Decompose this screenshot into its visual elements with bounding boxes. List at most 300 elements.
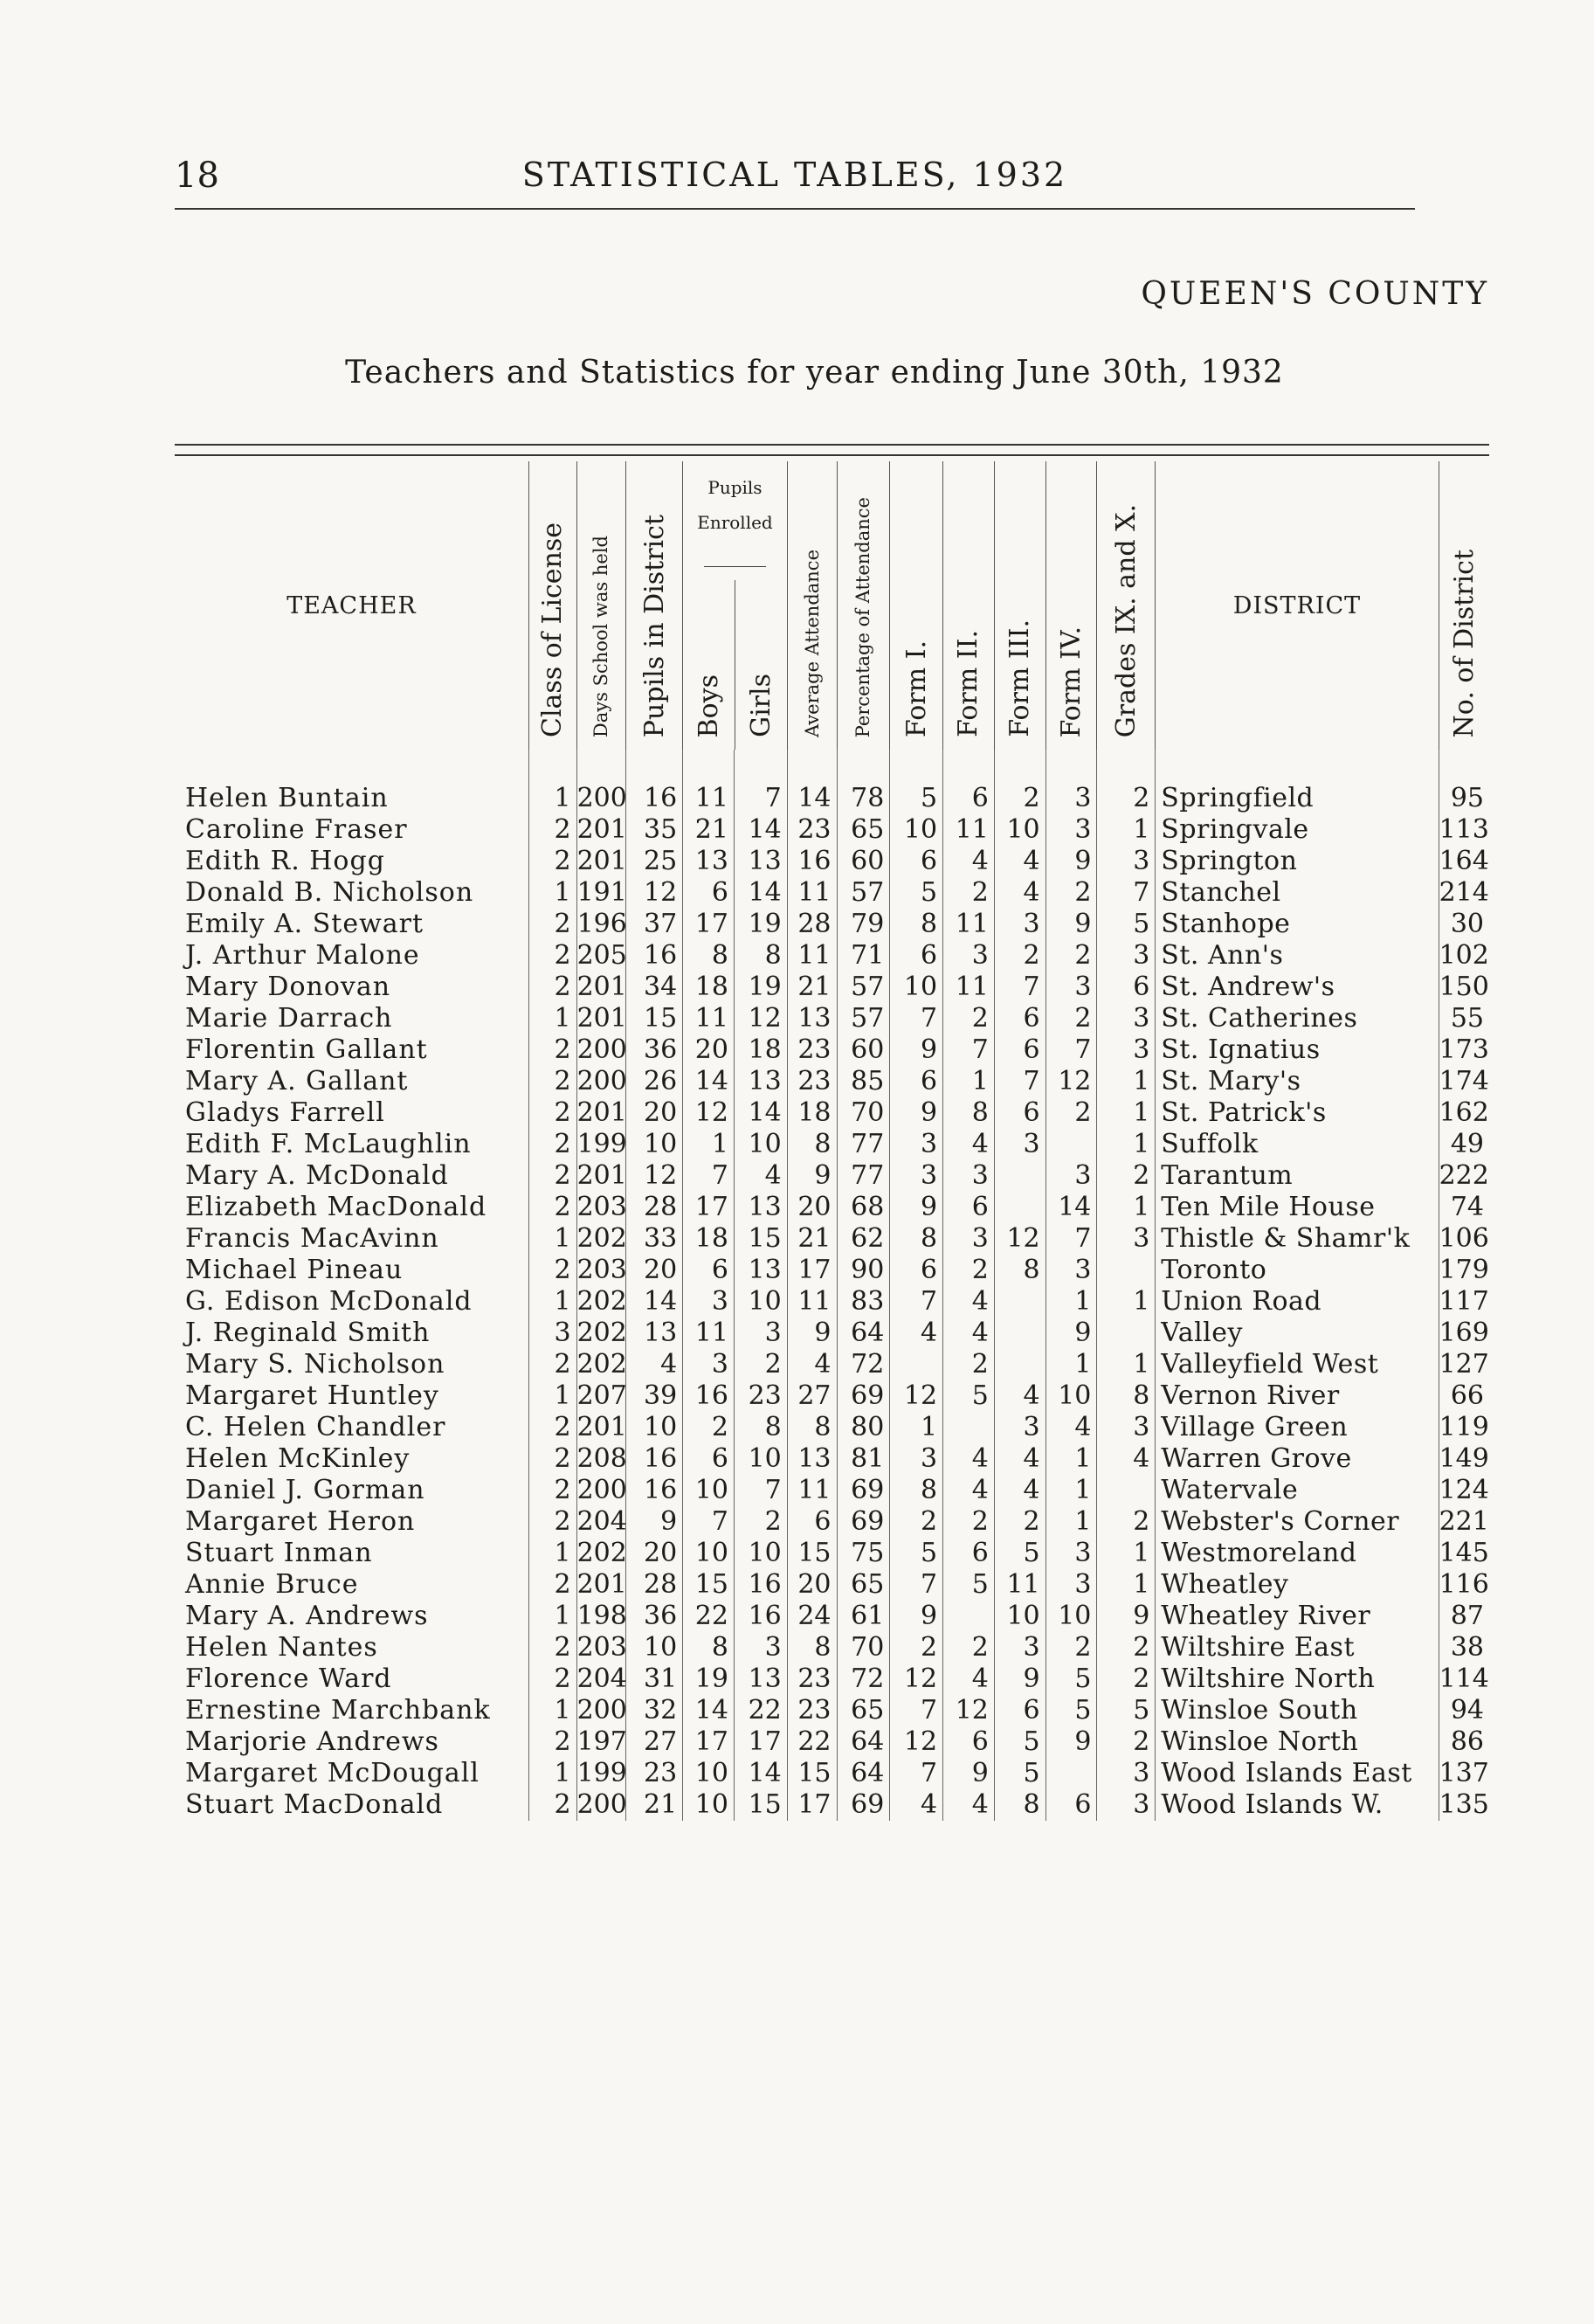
cell-avg: 20 <box>787 1569 837 1601</box>
cell-girls: 14 <box>734 1758 787 1789</box>
cell-class: 2 <box>528 972 576 1003</box>
cell-f4 <box>1045 1129 1097 1160</box>
cell-teacher: Stuart MacDonald <box>185 1789 444 1820</box>
cell-days: 200 <box>576 783 627 813</box>
cell-f4 <box>1045 1758 1097 1789</box>
cell-teacher: Ernestine Marchbank <box>185 1695 491 1726</box>
cell-district: St. Mary's <box>1156 1066 1439 1097</box>
cell-f1: 7 <box>890 1003 943 1034</box>
table-row <box>175 1695 1489 1726</box>
table-row <box>175 1223 1489 1255</box>
cell-district: Vernon River <box>1156 1380 1439 1412</box>
cell-district: Toronto <box>1156 1255 1439 1286</box>
cell-f4: 1 <box>1045 1443 1097 1475</box>
cell-f2 <box>943 1412 995 1443</box>
cell-no: 137 <box>1439 1758 1489 1788</box>
cell-f3: 7 <box>994 1066 1045 1097</box>
cell-girls: 14 <box>734 877 787 909</box>
cell-boys: 17 <box>683 909 735 940</box>
cell-avg: 13 <box>787 1443 837 1475</box>
cell-avg: 14 <box>787 783 837 814</box>
header-average-attendance: Average Attendance <box>787 461 837 750</box>
cell-district: St. Catherines <box>1156 1003 1439 1034</box>
cell-g910 <box>1097 1255 1156 1286</box>
cell-district: Thistle & Shamr'k <box>1156 1223 1439 1255</box>
cell-avg: 17 <box>787 1255 837 1286</box>
cell-teacher: Caroline Fraser <box>185 814 408 845</box>
cell-f1: 12 <box>890 1726 943 1758</box>
cell-boys: 2 <box>683 1412 735 1443</box>
cell-f3: 10 <box>994 1601 1045 1632</box>
cell-avg: 8 <box>787 1632 837 1663</box>
cell-teacher: Stuart Inman <box>185 1538 373 1568</box>
cell-pct: 69 <box>837 1506 890 1538</box>
cell-no: 145 <box>1439 1538 1489 1568</box>
cell-g910: 4 <box>1097 1443 1156 1475</box>
cell-days: 201 <box>576 814 627 845</box>
cell-avg: 11 <box>787 877 837 909</box>
cell-days: 203 <box>576 1255 627 1285</box>
cell-girls: 8 <box>734 1412 787 1443</box>
cell-teacher: Margaret McDougall <box>185 1758 480 1788</box>
cell-teacher: Edith F. McLaughlin <box>185 1129 472 1159</box>
cell-boys: 17 <box>683 1726 735 1758</box>
table-row <box>175 1034 1489 1066</box>
cell-girls: 13 <box>734 1663 787 1695</box>
cell-district: Valleyfield West <box>1156 1349 1439 1380</box>
cell-avg: 23 <box>787 1663 837 1695</box>
cell-g910: 3 <box>1097 1412 1156 1443</box>
cell-no: 222 <box>1439 1160 1489 1191</box>
cell-no: 179 <box>1439 1255 1489 1285</box>
cell-no: 135 <box>1439 1789 1489 1820</box>
cell-no: 214 <box>1439 877 1489 908</box>
cell-girls: 23 <box>734 1380 787 1412</box>
cell-days: 203 <box>576 1632 627 1663</box>
cell-boys: 16 <box>683 1380 735 1412</box>
cell-g910: 1 <box>1097 1129 1156 1160</box>
cell-class: 2 <box>528 1663 576 1695</box>
cell-girls: 19 <box>734 909 787 940</box>
cell-girls: 18 <box>734 1034 787 1066</box>
cell-pct: 81 <box>837 1443 890 1475</box>
cell-f2: 11 <box>943 909 995 940</box>
page-header <box>175 156 1415 210</box>
cell-class: 2 <box>528 909 576 940</box>
cell-district: St. Ignatius <box>1156 1034 1439 1066</box>
cell-teacher: Margaret Heron <box>185 1506 416 1537</box>
cell-class: 2 <box>528 1097 576 1129</box>
cell-f1: 9 <box>890 1034 943 1066</box>
cell-f2: 4 <box>943 1129 995 1160</box>
cell-class: 2 <box>528 1129 576 1160</box>
cell-f1: 9 <box>890 1192 943 1223</box>
cell-f4: 9 <box>1045 846 1097 877</box>
cell-district: Wiltshire North <box>1156 1663 1439 1695</box>
table-row <box>175 972 1489 1003</box>
header-pupils-enrolled <box>683 461 788 750</box>
header-grades-9-10: Grades IX. and X. <box>1097 461 1156 750</box>
cell-pct: 57 <box>837 1003 890 1034</box>
cell-pupils: 10 <box>626 1632 683 1663</box>
cell-girls: 12 <box>734 1003 787 1034</box>
cell-girls: 3 <box>734 1632 787 1663</box>
cell-days: 202 <box>576 1223 627 1254</box>
cell-days: 207 <box>576 1380 627 1411</box>
cell-avg: 15 <box>787 1538 837 1569</box>
cell-f4: 10 <box>1045 1380 1097 1412</box>
cell-f3: 4 <box>994 877 1045 909</box>
cell-f1: 7 <box>890 1695 943 1726</box>
header-form1: Form I. <box>890 461 943 750</box>
cell-pupils: 26 <box>626 1066 683 1097</box>
cell-district: Stanchel <box>1156 877 1439 909</box>
cell-avg: 16 <box>787 846 837 877</box>
cell-no: 66 <box>1439 1380 1489 1412</box>
cell-f1: 9 <box>890 1601 943 1632</box>
table-row <box>175 1066 1489 1097</box>
cell-pct: 64 <box>837 1726 890 1758</box>
cell-boys: 14 <box>683 1695 735 1726</box>
cell-f1: 2 <box>890 1632 943 1663</box>
cell-f3: 10 <box>994 814 1045 846</box>
cell-f2: 6 <box>943 1192 995 1223</box>
cell-g910: 5 <box>1097 1695 1156 1726</box>
table-row <box>175 1286 1489 1318</box>
cell-f3: 6 <box>994 1034 1045 1066</box>
cell-district: Wood Islands East <box>1156 1758 1439 1789</box>
cell-teacher: Marjorie Andrews <box>185 1726 439 1757</box>
cell-days: 202 <box>576 1349 627 1380</box>
cell-days: 200 <box>576 1475 627 1505</box>
cell-district: Winsloe North <box>1156 1726 1439 1758</box>
cell-class: 1 <box>528 877 576 909</box>
cell-g910: 2 <box>1097 1506 1156 1538</box>
cell-avg: 23 <box>787 1034 837 1066</box>
cell-f1: 8 <box>890 1223 943 1255</box>
cell-teacher: Mary S. Nicholson <box>185 1349 445 1380</box>
table-row <box>175 1192 1489 1223</box>
cell-pupils: 33 <box>626 1223 683 1255</box>
cell-girls: 8 <box>734 940 787 972</box>
cell-f3: 3 <box>994 1632 1045 1663</box>
cell-no: 55 <box>1439 1003 1489 1034</box>
cell-days: 201 <box>576 1003 627 1034</box>
cell-f4: 3 <box>1045 972 1097 1003</box>
cell-boys: 13 <box>683 846 735 877</box>
cell-pupils: 12 <box>626 1160 683 1192</box>
cell-teacher: J. Reginald Smith <box>185 1318 431 1348</box>
county-heading: QUEEN'S COUNTY <box>1141 276 1489 312</box>
cell-district: Wood Islands W. <box>1156 1789 1439 1821</box>
cell-f2 <box>943 1601 995 1632</box>
cell-girls: 13 <box>734 1066 787 1097</box>
cell-f3: 7 <box>994 972 1045 1003</box>
cell-girls: 13 <box>734 1192 787 1223</box>
cell-f2: 4 <box>943 846 995 877</box>
table-row <box>175 1349 1489 1380</box>
cell-days: 197 <box>576 1726 627 1757</box>
cell-avg: 9 <box>787 1160 837 1192</box>
cell-teacher: Francis MacAvinn <box>185 1223 439 1254</box>
cell-f2: 12 <box>943 1695 995 1726</box>
cell-no: 114 <box>1439 1663 1489 1694</box>
cell-teacher: Daniel J. Gorman <box>185 1475 425 1505</box>
cell-f2: 3 <box>943 940 995 972</box>
cell-avg: 23 <box>787 1695 837 1726</box>
cell-f4: 9 <box>1045 1726 1097 1758</box>
cell-f3: 11 <box>994 1569 1045 1601</box>
cell-pupils: 31 <box>626 1663 683 1695</box>
table-row <box>175 1129 1489 1160</box>
cell-f4: 5 <box>1045 1695 1097 1726</box>
cell-boys: 19 <box>683 1663 735 1695</box>
cell-class: 3 <box>528 1318 576 1349</box>
cell-pct: 85 <box>837 1066 890 1097</box>
cell-pct: 60 <box>837 846 890 877</box>
cell-pupils: 10 <box>626 1412 683 1443</box>
cell-pct: 71 <box>837 940 890 972</box>
cell-district: Wheatley River <box>1156 1601 1439 1632</box>
cell-pupils: 20 <box>626 1255 683 1286</box>
cell-f4: 2 <box>1045 940 1097 972</box>
cell-boys: 22 <box>683 1601 735 1632</box>
spacer-row <box>175 750 1489 783</box>
cell-girls: 10 <box>734 1443 787 1475</box>
cell-boys: 14 <box>683 1066 735 1097</box>
cell-g910: 3 <box>1097 1758 1156 1789</box>
cell-g910: 1 <box>1097 1349 1156 1380</box>
cell-class: 2 <box>528 1192 576 1223</box>
cell-pct: 70 <box>837 1632 890 1663</box>
cell-class: 2 <box>528 1632 576 1663</box>
cell-district: Union Road <box>1156 1286 1439 1318</box>
cell-avg: 23 <box>787 814 837 846</box>
table-row <box>175 1380 1489 1412</box>
cell-f1: 8 <box>890 1475 943 1506</box>
cell-f1: 6 <box>890 846 943 877</box>
table-subtitle: Teachers and Statistics for year ending June 30th, 1932 <box>345 355 1284 391</box>
cell-f2: 1 <box>943 1066 995 1097</box>
cell-no: 117 <box>1439 1286 1489 1317</box>
cell-f4: 9 <box>1045 1318 1097 1349</box>
cell-pct: 65 <box>837 1569 890 1601</box>
table-row <box>175 1663 1489 1695</box>
cell-g910: 1 <box>1097 1192 1156 1223</box>
header-boys: Boys <box>693 674 725 737</box>
cell-days: 200 <box>576 1695 627 1726</box>
cell-district: St. Ann's <box>1156 940 1439 972</box>
cell-f2: 4 <box>943 1286 995 1318</box>
cell-f3 <box>994 1160 1045 1192</box>
table-row <box>175 1632 1489 1663</box>
header-pupils: Pupils <box>707 477 762 498</box>
cell-g910: 2 <box>1097 1160 1156 1192</box>
cell-pupils: 14 <box>626 1286 683 1318</box>
cell-district: Springton <box>1156 846 1439 877</box>
cell-district: Tarantum <box>1156 1160 1439 1192</box>
cell-teacher: J. Arthur Malone <box>185 940 420 971</box>
cell-district: Valley <box>1156 1318 1439 1349</box>
cell-pupils: 20 <box>626 1538 683 1569</box>
cell-avg: 23 <box>787 1066 837 1097</box>
cell-class: 1 <box>528 783 576 814</box>
cell-g910 <box>1097 1318 1156 1349</box>
cell-pct: 60 <box>837 1034 890 1066</box>
cell-avg: 21 <box>787 972 837 1003</box>
cell-f4: 3 <box>1045 783 1097 814</box>
cell-girls: 10 <box>734 1538 787 1569</box>
cell-avg: 11 <box>787 940 837 972</box>
cell-f3: 6 <box>994 1097 1045 1129</box>
cell-boys: 12 <box>683 1097 735 1129</box>
cell-pct: 61 <box>837 1601 890 1632</box>
cell-district: Stanhope <box>1156 909 1439 940</box>
cell-boys: 8 <box>683 1632 735 1663</box>
cell-girls: 16 <box>734 1569 787 1601</box>
cell-avg: 24 <box>787 1601 837 1632</box>
cell-boys: 20 <box>683 1034 735 1066</box>
cell-boys: 6 <box>683 1255 735 1286</box>
cell-f2: 5 <box>943 1380 995 1412</box>
cell-boys: 10 <box>683 1789 735 1821</box>
page-number: 18 <box>175 156 219 196</box>
cell-pct: 69 <box>837 1789 890 1821</box>
cell-no: 95 <box>1439 783 1489 814</box>
cell-pupils: 36 <box>626 1601 683 1632</box>
cell-g910: 3 <box>1097 940 1156 972</box>
running-title: STATISTICAL TABLES, 1932 <box>521 156 1068 194</box>
cell-pupils: 34 <box>626 972 683 1003</box>
table-row <box>175 909 1489 940</box>
cell-avg: 21 <box>787 1223 837 1255</box>
cell-pct: 77 <box>837 1129 890 1160</box>
cell-pupils: 16 <box>626 1475 683 1506</box>
cell-pct: 75 <box>837 1538 890 1569</box>
cell-no: 87 <box>1439 1601 1489 1632</box>
cell-f1: 8 <box>890 909 943 940</box>
cell-pupils: 16 <box>626 1443 683 1475</box>
cell-teacher: Florentin Gallant <box>185 1034 428 1065</box>
cell-girls: 7 <box>734 783 787 814</box>
table-row <box>175 1412 1489 1443</box>
cell-pupils: 37 <box>626 909 683 940</box>
cell-class: 1 <box>528 1286 576 1318</box>
cell-avg: 9 <box>787 1318 837 1349</box>
cell-boys: 10 <box>683 1758 735 1789</box>
cell-teacher: Mary A. Gallant <box>185 1066 409 1096</box>
cell-days: 204 <box>576 1506 627 1537</box>
cell-f1: 12 <box>890 1380 943 1412</box>
cell-f1: 7 <box>890 1758 943 1789</box>
cell-class: 1 <box>528 1758 576 1789</box>
cell-pupils: 15 <box>626 1003 683 1034</box>
cell-pupils: 28 <box>626 1192 683 1223</box>
cell-class: 1 <box>528 1538 576 1569</box>
cell-pct: 80 <box>837 1412 890 1443</box>
cell-girls: 3 <box>734 1318 787 1349</box>
cell-avg: 17 <box>787 1789 837 1821</box>
table-row <box>175 1601 1489 1632</box>
cell-f3: 6 <box>994 1695 1045 1726</box>
cell-f1: 7 <box>890 1569 943 1601</box>
cell-g910: 1 <box>1097 814 1156 846</box>
cell-g910: 3 <box>1097 846 1156 877</box>
cell-f4: 7 <box>1045 1223 1097 1255</box>
table-row <box>175 1569 1489 1601</box>
cell-boys: 8 <box>683 940 735 972</box>
cell-f3: 5 <box>994 1758 1045 1789</box>
cell-f1: 5 <box>890 783 943 814</box>
cell-boys: 11 <box>683 1003 735 1034</box>
cell-class: 2 <box>528 1506 576 1538</box>
cell-days: 205 <box>576 940 627 971</box>
cell-no: 124 <box>1439 1475 1489 1505</box>
cell-f4: 3 <box>1045 1538 1097 1569</box>
cell-girls: 16 <box>734 1601 787 1632</box>
cell-days: 198 <box>576 1601 627 1631</box>
header-percentage-attendance: Percentage of Attendance <box>837 461 890 750</box>
cell-g910: 2 <box>1097 783 1156 814</box>
header-form2: Form II. <box>943 461 995 750</box>
cell-f1: 2 <box>890 1506 943 1538</box>
cell-girls: 7 <box>734 1475 787 1506</box>
cell-f3: 4 <box>994 846 1045 877</box>
table-row <box>175 814 1489 846</box>
cell-days: 201 <box>576 1097 627 1128</box>
double-rule-top <box>175 444 1489 446</box>
cell-class: 2 <box>528 846 576 877</box>
cell-f3: 3 <box>994 1129 1045 1160</box>
cell-f3: 3 <box>994 1412 1045 1443</box>
cell-g910: 1 <box>1097 1538 1156 1569</box>
cell-f4: 14 <box>1045 1192 1097 1223</box>
cell-g910: 2 <box>1097 1632 1156 1663</box>
cell-days: 208 <box>576 1443 627 1474</box>
cell-f4: 2 <box>1045 1097 1097 1129</box>
cell-class: 2 <box>528 1160 576 1192</box>
cell-g910: 1 <box>1097 1286 1156 1318</box>
header-class-of-license: Class of License <box>528 461 576 750</box>
cell-girls: 19 <box>734 972 787 1003</box>
cell-girls: 13 <box>734 1255 787 1286</box>
cell-f2: 6 <box>943 1726 995 1758</box>
cell-f2: 2 <box>943 1632 995 1663</box>
cell-class: 2 <box>528 1034 576 1066</box>
cell-no: 127 <box>1439 1349 1489 1380</box>
table-row <box>175 1443 1489 1475</box>
table-row <box>175 877 1489 909</box>
cell-district: Suffolk <box>1156 1129 1439 1160</box>
cell-days: 200 <box>576 1789 627 1820</box>
cell-f3 <box>994 1318 1045 1349</box>
table-row <box>175 1506 1489 1538</box>
cell-f3: 5 <box>994 1726 1045 1758</box>
cell-days: 202 <box>576 1538 627 1568</box>
cell-pupils: 27 <box>626 1726 683 1758</box>
cell-f3: 8 <box>994 1789 1045 1821</box>
cell-f2: 4 <box>943 1663 995 1695</box>
cell-avg: 22 <box>787 1726 837 1758</box>
cell-f4: 2 <box>1045 877 1097 909</box>
cell-f4: 1 <box>1045 1286 1097 1318</box>
cell-avg: 13 <box>787 1003 837 1034</box>
cell-pupils: 12 <box>626 877 683 909</box>
cell-pct: 79 <box>837 909 890 940</box>
cell-g910: 3 <box>1097 1003 1156 1034</box>
cell-f3: 9 <box>994 1663 1045 1695</box>
cell-f4: 4 <box>1045 1412 1097 1443</box>
